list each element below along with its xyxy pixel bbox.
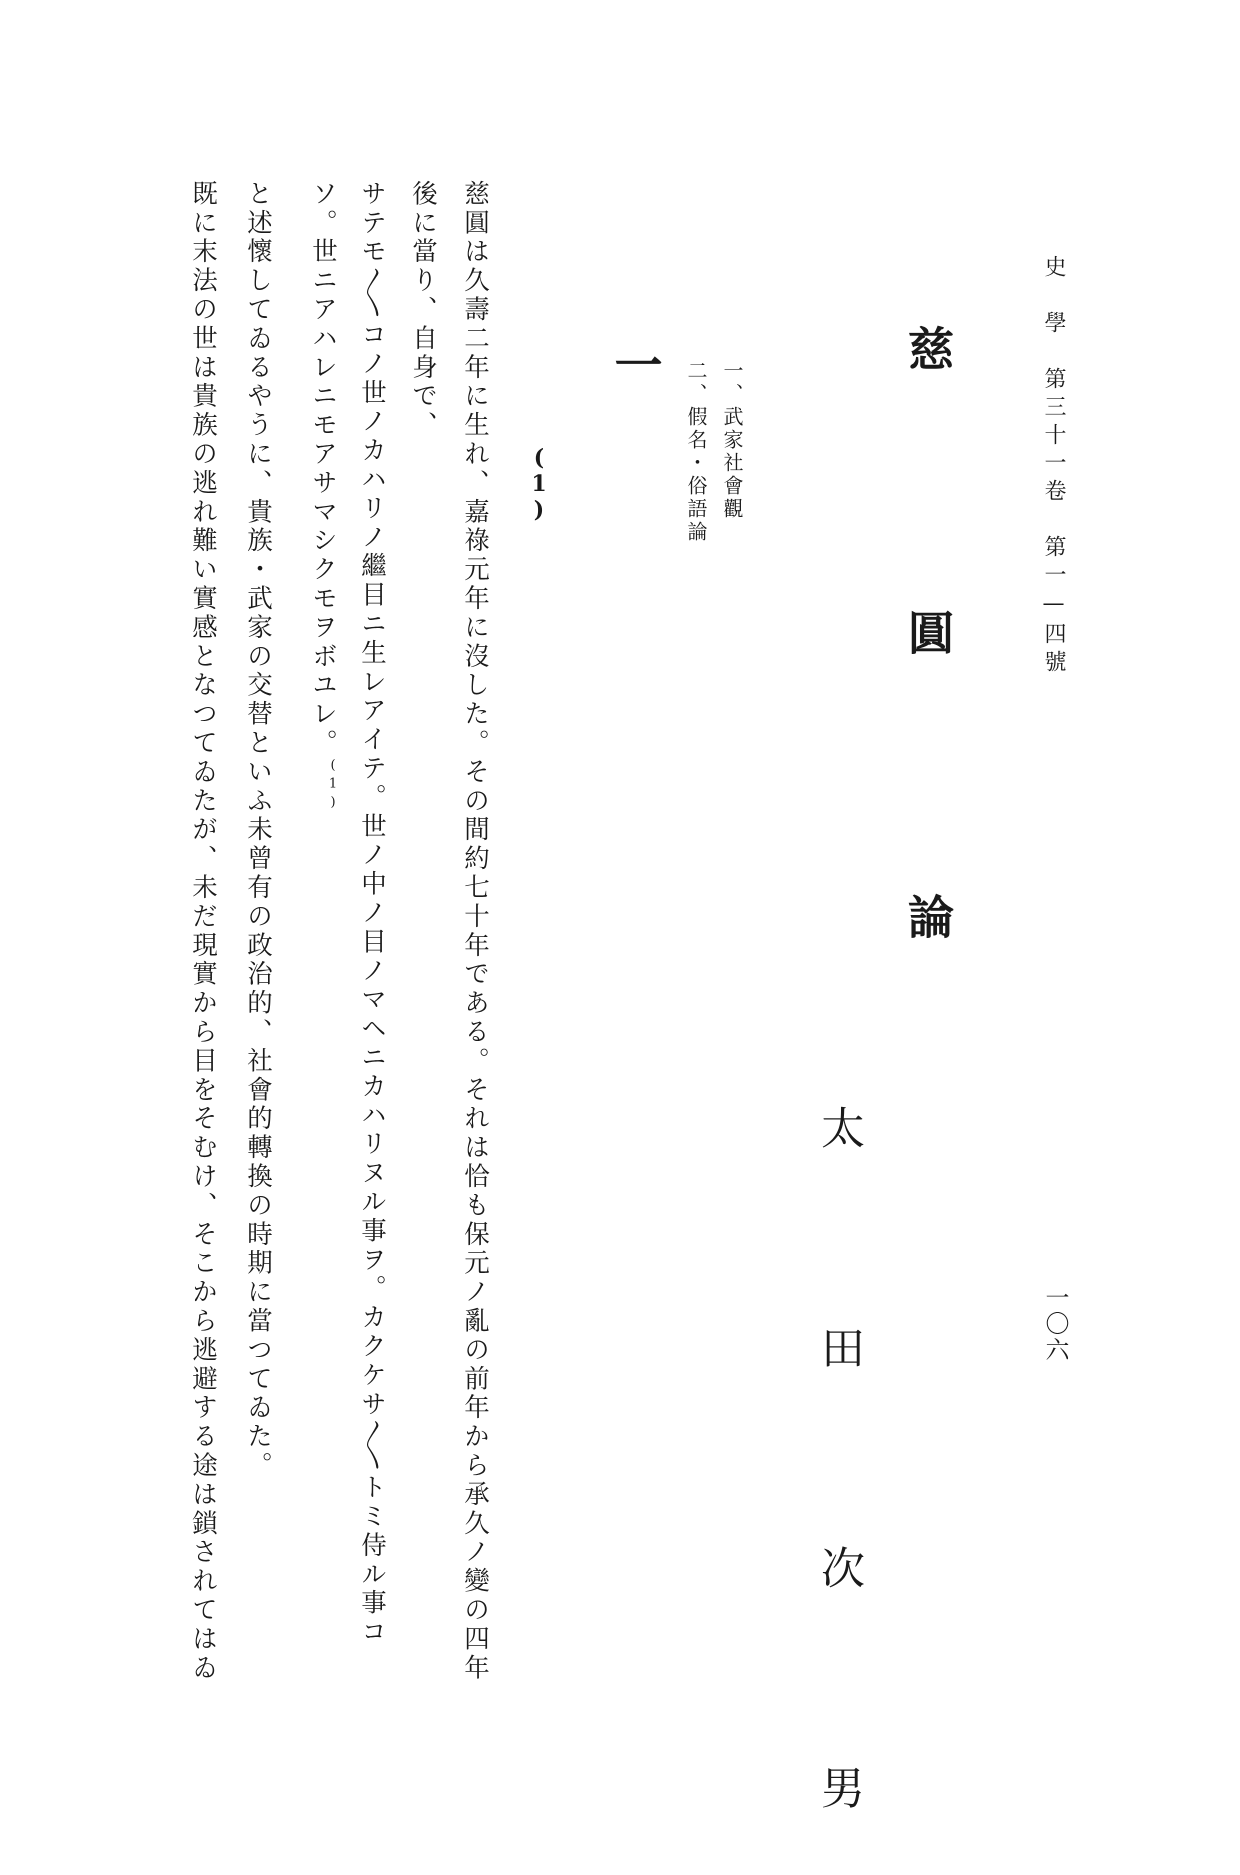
section-number: 一 [606, 340, 662, 388]
body-line-3: サテモ〳〵コノ世ノカハリノ繼目ニ生レアイテ。世ノ中ノ目ノマヘニカハリヌル事ヲ。カクケサ〳〵トミ侍ル事コ [357, 180, 387, 1648]
body-line-1: 慈圓は久壽二年に生れ、嘉祿元年に沒した。その間約七十年である。それは恰も保元ノ亂の前年から承久ノ變の四年 [460, 180, 490, 1683]
toc-item-2: 二、假名・俗語論 [684, 360, 708, 544]
footnote-reference: (1) [325, 758, 341, 814]
body-line-5: と述懷してゐるやうに、貴族・武家の交替といふ未曾有の政治的、社會的轉換の時期に當つてゐた。 [243, 180, 273, 1481]
toc-item-1: 一、武家社會觀 [720, 360, 744, 521]
page-number: 一〇六 [1041, 1285, 1069, 1363]
body-line-2: 後に當り、自身で、 [408, 180, 438, 441]
journal-header: 史 學 第三十一卷 第一—四號 [1041, 255, 1066, 678]
section-footnote-mark: (1) [526, 445, 552, 523]
article-title: 慈 圓 論 [901, 325, 955, 1035]
body-line-6: 既に末法の世は貴族の逃れ難い實感となつてゐたが、未だ現實から目をそむけ、そこから逃避する途は鎖されてはゐ [188, 180, 218, 1683]
body-line-4 [305, 180, 341, 813]
body-line-4-text: ソ。世ニアハレニモアサマシクモヲボユレ。 [308, 180, 338, 758]
author-name: 太 田 次 男 [813, 1105, 864, 1875]
